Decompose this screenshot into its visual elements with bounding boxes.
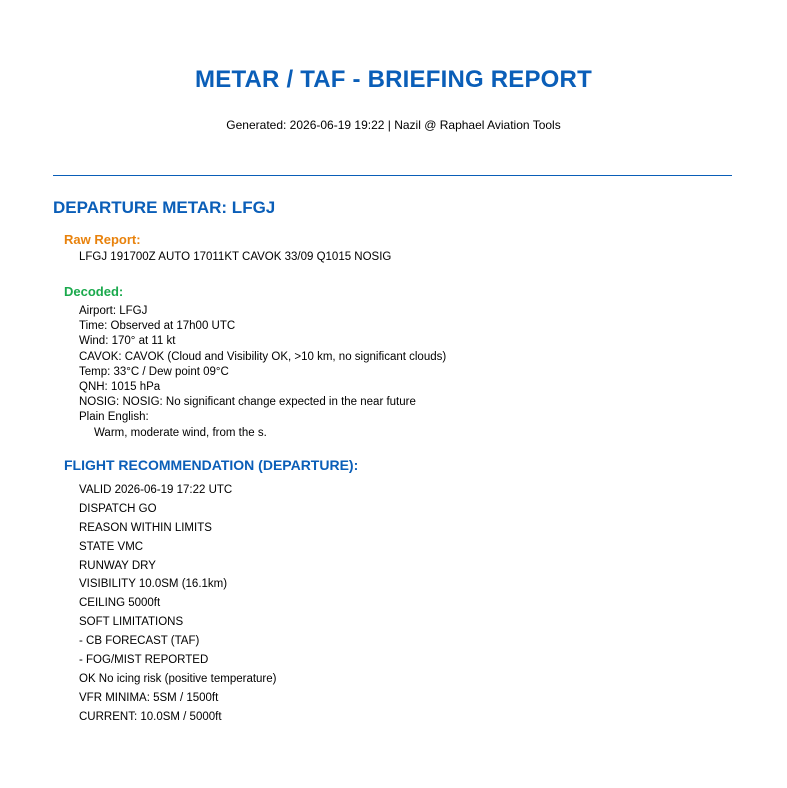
flight-recommendation-heading: FLIGHT RECOMMENDATION (DEPARTURE): (64, 457, 359, 473)
decoded-line-plain-english-label: Plain English: (79, 411, 149, 424)
reco-line-reason: REASON WITHIN LIMITS (79, 521, 212, 534)
decoded-label: Decoded: (64, 284, 124, 299)
plain-english-text: Warm, moderate wind, from the s. (94, 426, 267, 439)
header-divider (53, 175, 732, 176)
reco-line-vfr-minima: VFR MINIMA: 5SM / 1500ft (79, 691, 219, 704)
reco-line-dispatch: DISPATCH GO (79, 502, 157, 515)
decoded-line-wind: Wind: 170° at 11 kt (79, 335, 176, 348)
reco-line-cb-forecast: - CB FORECAST (TAF) (79, 635, 200, 648)
reco-line-visibility: VISIBILITY 10.0SM (16.1km) (79, 578, 228, 591)
reco-line-valid: VALID 2026-06-19 17:22 UTC (79, 484, 233, 496)
raw-report-text: LFGJ 191700Z AUTO 17011KT CAVOK 33/09 Q1015 NOSIG (79, 251, 392, 263)
reco-line-current: CURRENT: 10.0SM / 5000ft (79, 710, 222, 723)
report-title: METAR / TAF - BRIEFING REPORT (195, 66, 592, 93)
raw-report-label: Raw Report: (64, 232, 141, 247)
decoded-line-nosig: NOSIG: NOSIG: No significant change expected in the near future (79, 396, 416, 409)
decoded-line-time: Time: Observed at 17h00 UTC (79, 320, 236, 333)
reco-line-soft-limitations: SOFT LIMITATIONS (79, 616, 184, 629)
reco-line-runway: RUNWAY DRY (79, 559, 156, 572)
decoded-line-cavok: CAVOK: CAVOK (Cloud and Visibility OK, >10 km, no significant clouds) (79, 350, 447, 363)
reco-line-fog-mist: - FOG/MIST REPORTED (79, 654, 209, 667)
recommendation-list (79, 481, 276, 727)
departure-metar-heading: DEPARTURE METAR: LFGJ (53, 198, 276, 217)
decoded-line-qnh: QNH: 1015 hPa (79, 380, 161, 393)
decoded-list (79, 304, 446, 441)
decoded-line-temp: Temp: 33°C / Dew point 09°C (79, 365, 229, 378)
reco-line-icing: OK No icing risk (positive temperature) (79, 672, 277, 685)
reco-line-ceiling: CEILING 5000ft (79, 597, 161, 610)
generated-info: Generated: 2026-06-19 19:22 | Nazil @ Raphael Aviation Tools (226, 118, 561, 132)
reco-line-state: STATE VMC (79, 540, 144, 553)
decoded-line-airport: Airport: LFGJ (79, 305, 148, 317)
